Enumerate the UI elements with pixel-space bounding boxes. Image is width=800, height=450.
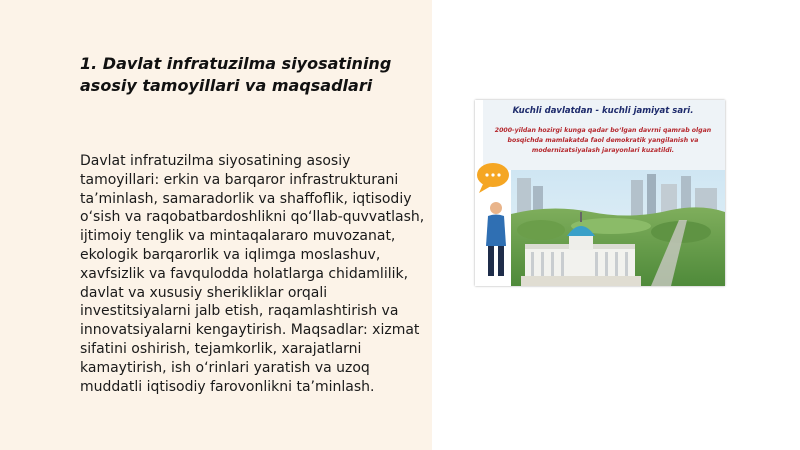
picture-heading: Kuchli davlatdan - kuchli jamiyat sari. [512,106,694,116]
city-collage-image [511,170,725,286]
illustration-image [475,100,725,286]
picture-subheading: 2000-yildan hozirgi kunga qadar bo‘lgan davrni qamrab olgan bosqichda mamlakatda faol demokratik yangilanish va modernizatsiyalash jarayonlari kuzatildi. [494,127,712,154]
person-figure-icon [481,200,511,280]
slide-title: 1. Davlat infratuzilma siyosatining asosiy tamoyillari va maqsadlari [80,54,392,95]
slide-body-text: Davlat infratuzilma siyosatining asosiy tamoyillari: erkin va barqaror infrastrukturani ta’minlash, samaradorlik va shaffoflik, iqtisodiy o‘sish va raqobatbardoshlikni qo‘llab-quvvatlash, ijtimoiy tenglik va mintaqalararo muvozanat, ekologik barqarorlik va iqlimga moslashuv, xavfsizlik va favqulodda holatlarga chidamlilik, davlat va xususiy sherikliklar orqali investitsiyalarni jalb etish, raqamlashtirish va innovatsiyalarni kengaytirish. Maqsadlar: xizmat sifatini oshirish, tejamkorlik, xarajatlarni kamaytirish, ish o‘rinlari yaratish va uzoq muddatli iqtisodiy farovonlikni ta’minlash. [80,153,425,395]
speech-bubble-icon [475,160,515,194]
